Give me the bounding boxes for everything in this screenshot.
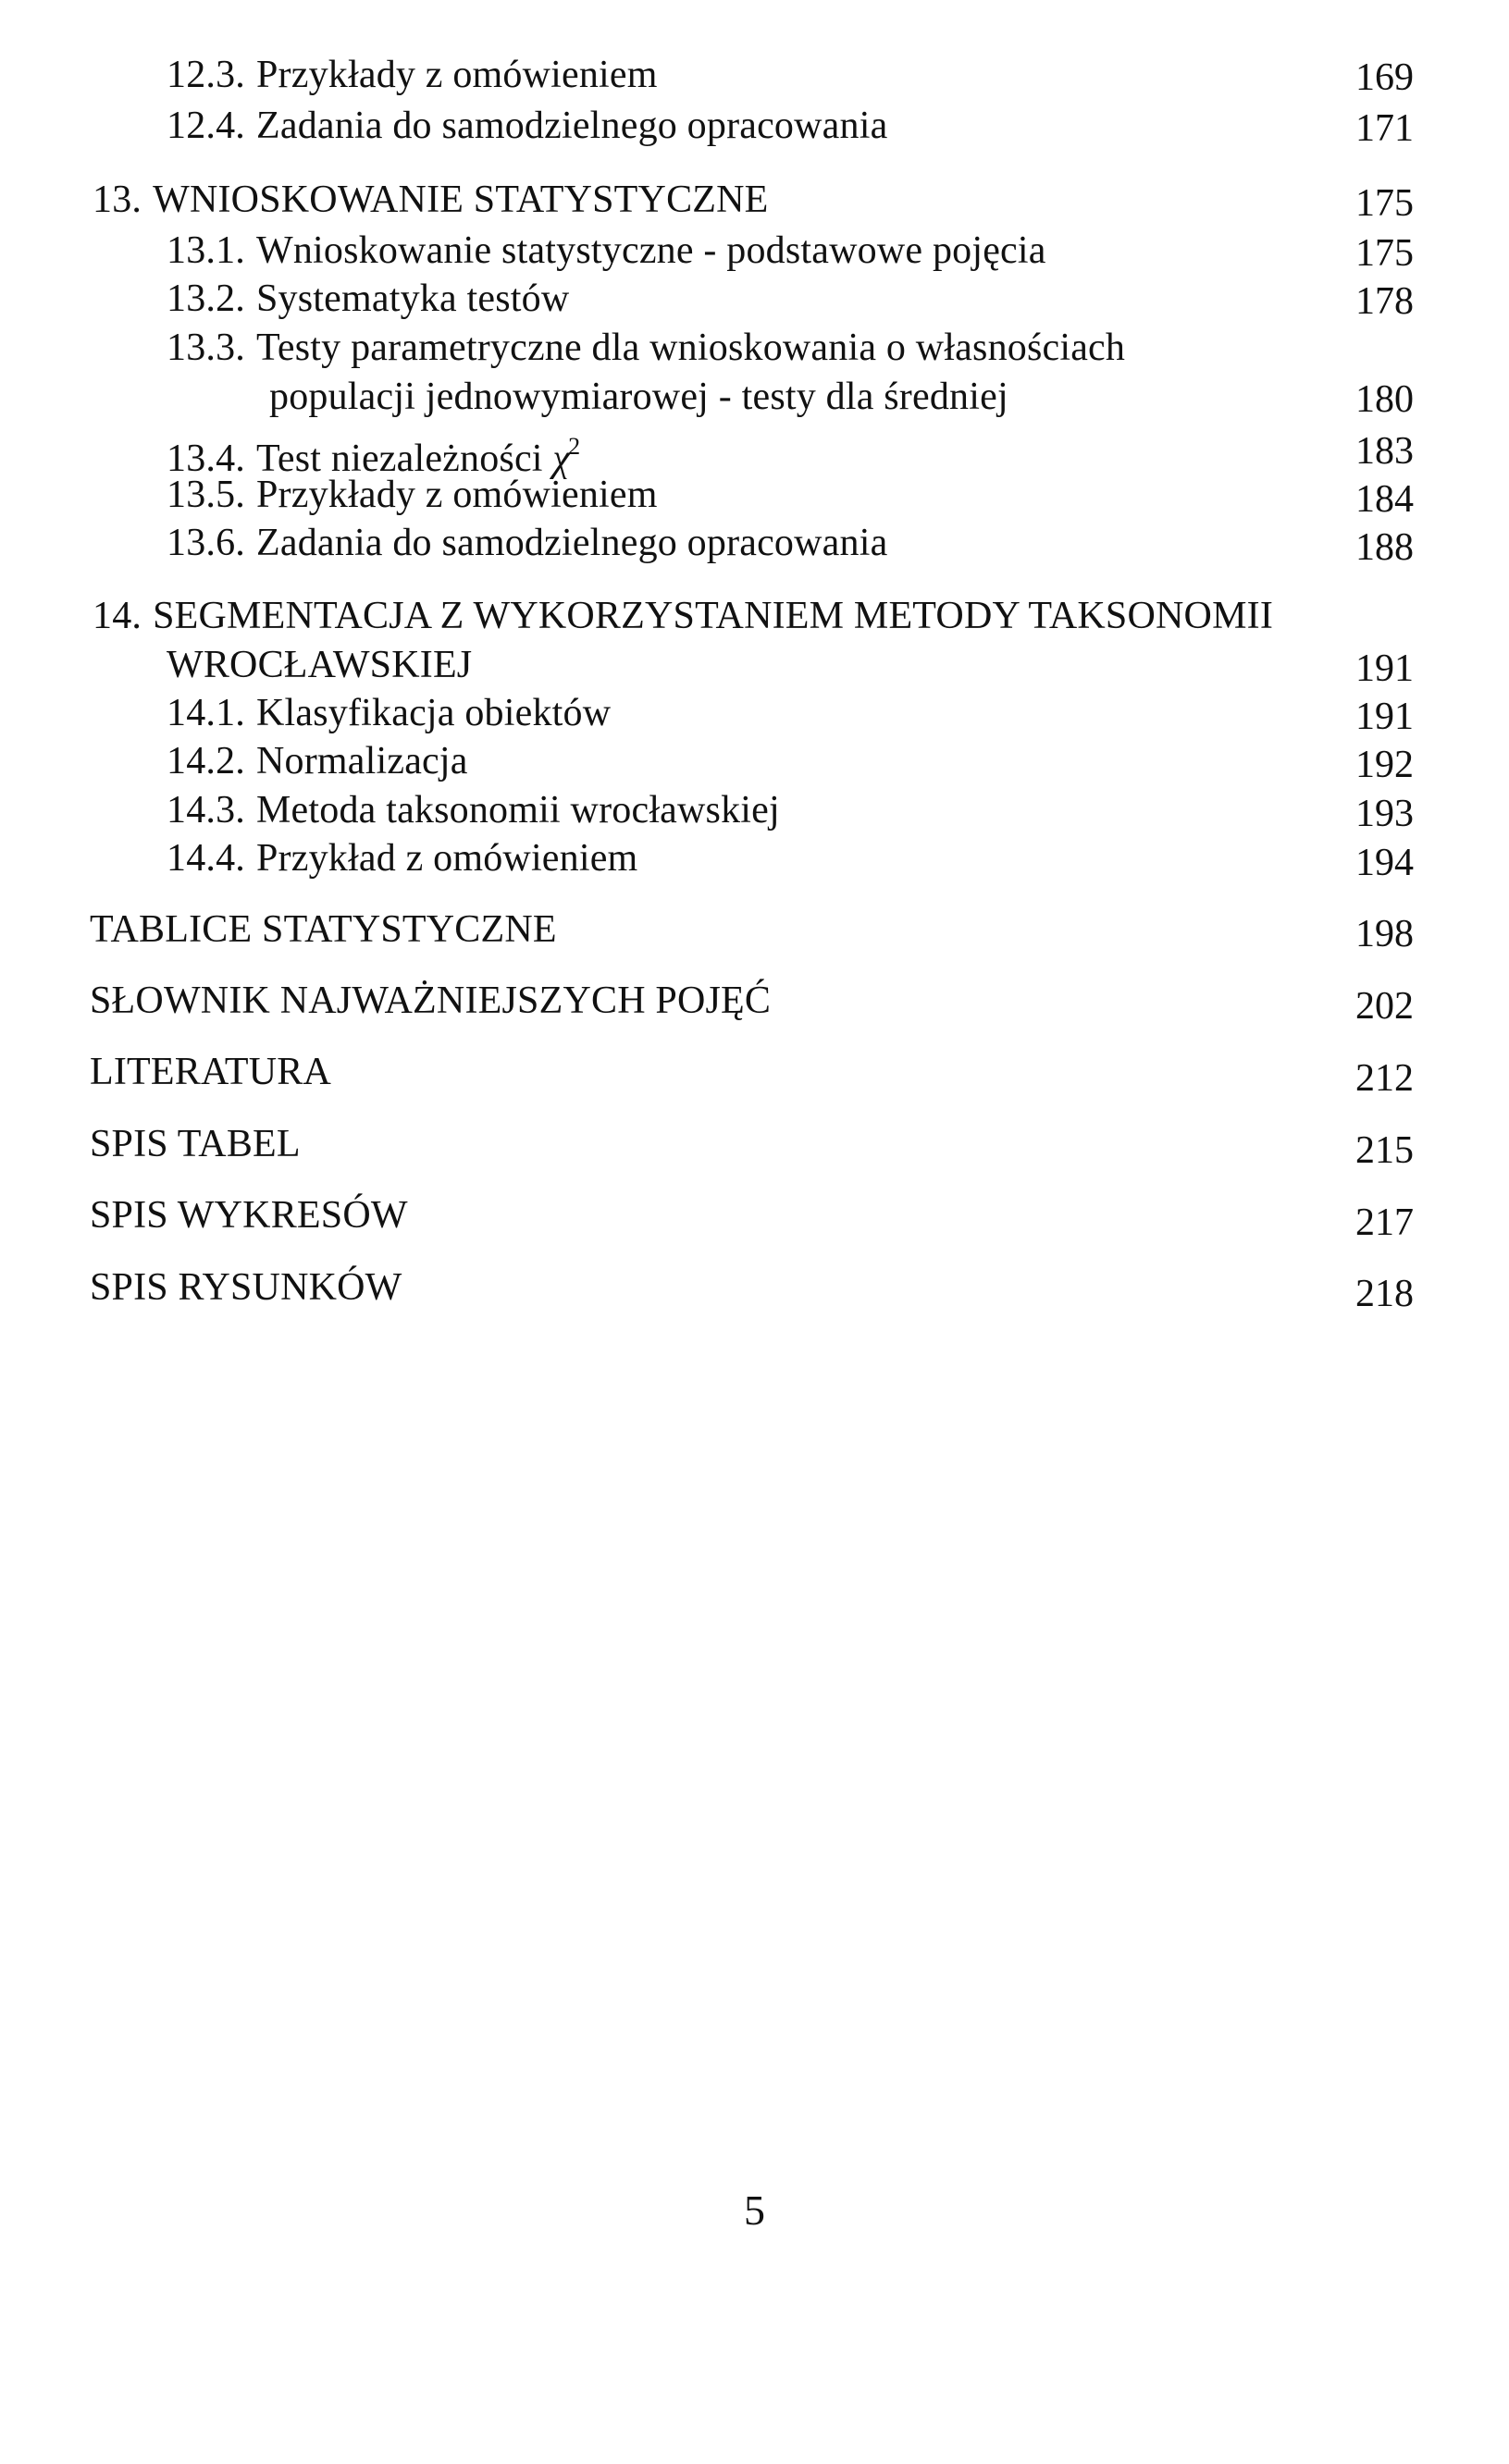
toc-entry-page: 180 — [1355, 378, 1414, 421]
toc-entry-title: Zadania do samodzielnego opracowania — [256, 522, 888, 564]
toc-entry-13-3 — [167, 324, 1125, 372]
toc-chapter-13 — [93, 176, 769, 224]
toc-entry-page: 193 — [1355, 793, 1414, 835]
toc-entry-page: 175 — [1355, 182, 1414, 225]
toc-entry-page: 183 — [1355, 430, 1414, 473]
toc-entry-title: Systematyka testów — [256, 277, 570, 320]
toc-spis-tabel: SPIS TABEL — [90, 1123, 301, 1165]
toc-entry-14-3 — [167, 786, 780, 834]
toc-entry-number: 13.1. — [167, 229, 245, 272]
toc-tablice-statystyczne: TABLICE STATYSTYCZNE — [90, 908, 557, 951]
toc-entry-number: 13.2. — [167, 277, 245, 320]
toc-spis-rysunkow: SPIS RYSUNKÓW — [90, 1266, 402, 1309]
toc-entry-12-4 — [167, 102, 887, 150]
toc-slownik: SŁOWNIK NAJWAŻNIEJSZYCH POJĘĆ — [90, 979, 772, 1022]
toc-entry-13-6 — [167, 519, 887, 567]
toc-entry-page: 191 — [1355, 647, 1414, 690]
toc-entry-number: 14.2. — [167, 740, 245, 782]
toc-entry-13-3-continuation: populacji jednowymiarowej - testy dla średniej — [269, 376, 1008, 418]
toc-entry-page: 184 — [1355, 478, 1414, 521]
toc-entry-title: Test niezależności — [256, 437, 543, 480]
toc-entry-14-4 — [167, 834, 637, 882]
toc-entry-title: SEGMENTACJA Z WYKORZYSTANIEM METODY TAKSONOMII — [153, 595, 1274, 637]
toc-entry-page: 191 — [1355, 696, 1414, 738]
toc-entry-page: 175 — [1355, 232, 1414, 275]
toc-entry-title: Klasyfikacja obiektów — [256, 692, 612, 734]
toc-entry-number: 13.4. — [167, 437, 245, 480]
toc-entry-13-2 — [167, 275, 569, 323]
toc-entry-number: 14.3. — [167, 789, 245, 832]
toc-entry-title: Przykład z omówieniem — [256, 837, 638, 880]
toc-entry-page: 218 — [1355, 1273, 1414, 1315]
toc-entry-14-2 — [167, 737, 468, 785]
toc-literatura: LITERATURA — [90, 1051, 331, 1093]
toc-chapter-14 — [93, 592, 1273, 640]
toc-entry-page: 192 — [1355, 744, 1414, 786]
toc-entry-number: 14.1. — [167, 692, 245, 734]
toc-entry-page: 212 — [1355, 1057, 1414, 1100]
toc-entry-page: 171 — [1355, 107, 1414, 150]
toc-entry-number: 13.5. — [167, 474, 245, 516]
toc-entry-number: 12.4. — [167, 105, 245, 147]
toc-entry-title: Normalizacja — [256, 740, 468, 782]
toc-entry-page: 194 — [1355, 842, 1414, 884]
toc-entry-title: Metoda taksonomii wrocławskiej — [256, 789, 780, 832]
toc-entry-number: 13.3. — [167, 326, 245, 369]
toc-entry-number: 13.6. — [167, 522, 245, 564]
toc-entry-14-1 — [167, 689, 611, 737]
toc-entry-title: WNIOSKOWANIE STATYSTYCZNE — [153, 179, 769, 221]
toc-entry-page: 169 — [1355, 56, 1414, 99]
toc-entry-page: 217 — [1355, 1201, 1414, 1244]
chi-square-symbol: $\chi^2$ — [552, 433, 581, 480]
toc-entry-13-1 — [167, 227, 1046, 275]
toc-entry-page: 188 — [1355, 526, 1414, 569]
toc-entry-number: 12.3. — [167, 54, 245, 96]
toc-entry-13-5 — [167, 471, 658, 519]
toc-entry-title: Testy parametryczne dla wnioskowania o własnościach — [256, 326, 1126, 369]
toc-spis-wykresow: SPIS WYKRESÓW — [90, 1194, 408, 1237]
toc-entry-number: 14.4. — [167, 837, 245, 880]
toc-chapter-14-continuation: WROCŁAWSKIEJ — [167, 644, 473, 686]
toc-entry-title: Przykłady z omówieniem — [256, 54, 658, 96]
page-number: 5 — [744, 2187, 765, 2234]
toc-entry-page: 178 — [1355, 280, 1414, 323]
toc-entry-number: 14. — [93, 595, 142, 637]
toc-entry-number: 13. — [93, 179, 142, 221]
toc-entry-page: 202 — [1355, 985, 1414, 1028]
toc-entry-page: 215 — [1355, 1129, 1414, 1172]
toc-entry-page: 198 — [1355, 913, 1414, 955]
toc-entry-title: Przykłady z omówieniem — [256, 474, 658, 516]
toc-entry-title: Zadania do samodzielnego opracowania — [256, 105, 888, 147]
toc-entry-title: Wnioskowanie statystyczne - podstawowe pojęcia — [256, 229, 1046, 272]
toc-entry-12-3 — [167, 51, 658, 99]
